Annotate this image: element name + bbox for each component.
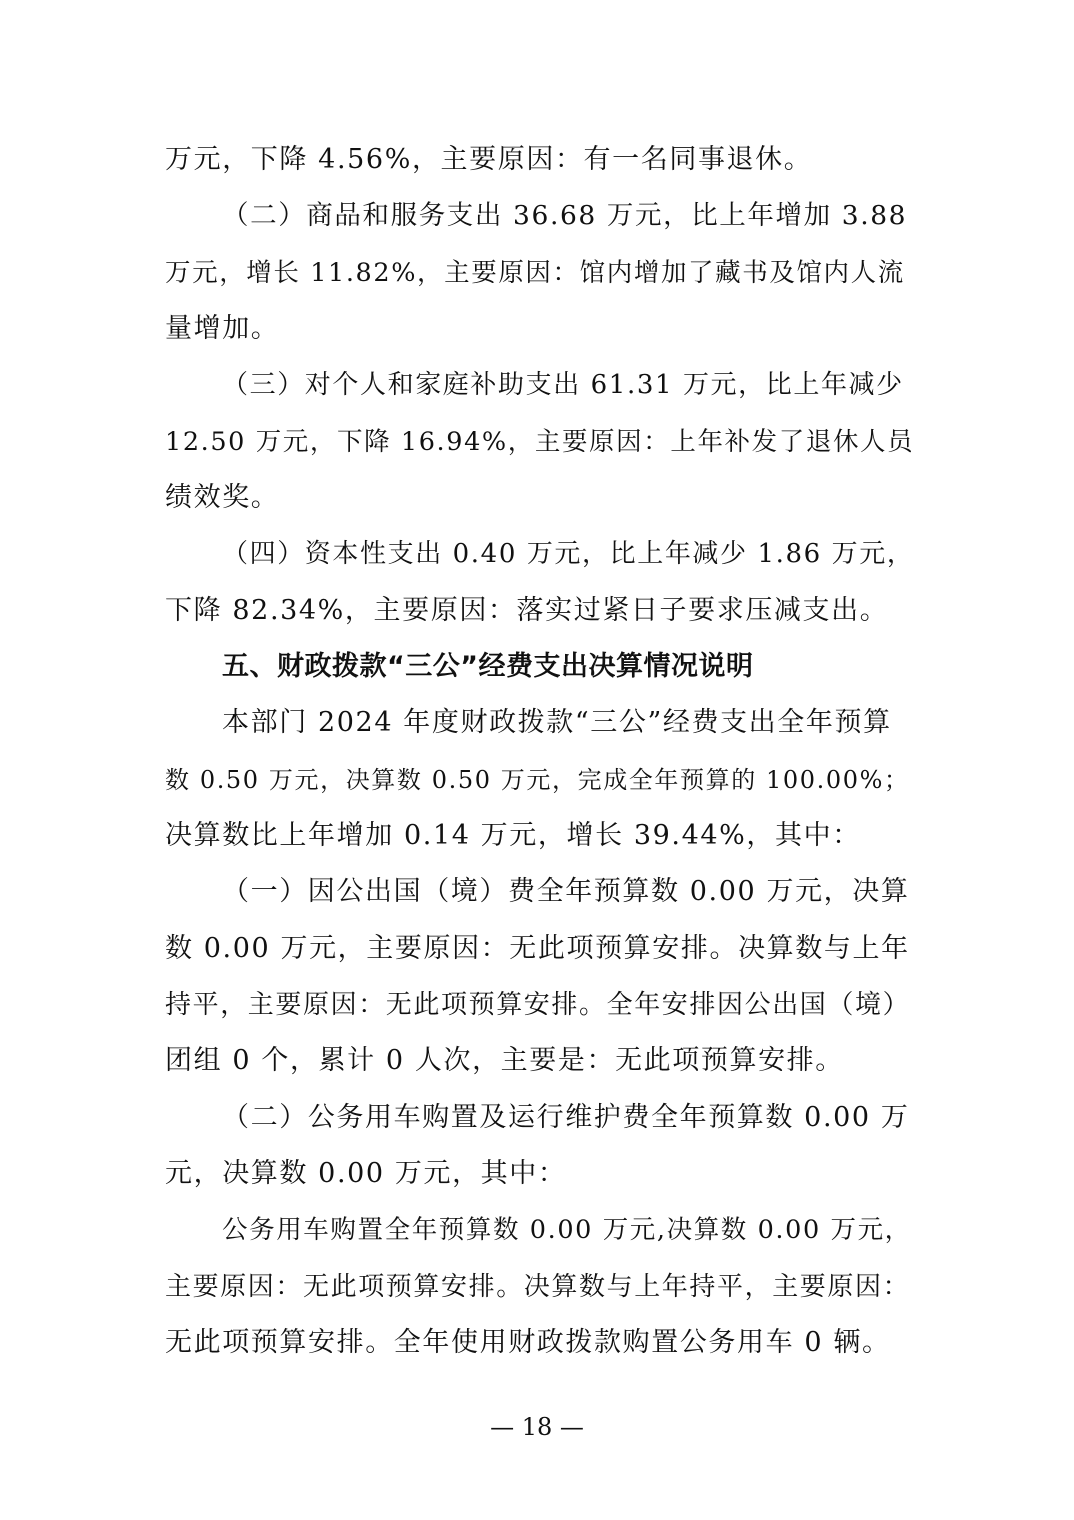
text-line: 本部门 2024 年度财政拨款“三公”经费支出全年预算 (222, 707, 892, 738)
text-line: 公务用车购置全年预算数 0.00 万元,决算数 0.00 万元， (222, 1215, 912, 1245)
text-line: 绩效奖。 (165, 482, 280, 513)
text-line: 决算数比上年增加 0.14 万元，增长 39.44%，其中： (165, 820, 861, 851)
text-line: 无此项预算安排。全年使用财政拨款购置公务用车 0 辆。 (165, 1327, 891, 1358)
text-line: 量增加。 (165, 313, 280, 344)
text-line: 万元，下降 4.56%，主要原因：有一名同事退休。 (165, 144, 813, 175)
text-line: 元，决算数 0.00 万元，其中： (165, 1158, 567, 1189)
text-line: 团组 0 个，累计 0 人次，主要是：无此项预算安排。 (165, 1045, 844, 1076)
text-line: （一）因公出国（境）费全年预算数 0.00 万元，决算 (222, 876, 910, 907)
text-line: （二）商品和服务支出 36.68 万元，比上年增加 3.88 (222, 200, 908, 231)
text-line: 数 0.00 万元，主要原因：无此项预算安排。决算数与上年 (165, 933, 910, 964)
text-line: （二）公务用车购置及运行维护费全年预算数 0.00 万 (222, 1102, 910, 1133)
page-number: — 18 — (490, 1413, 584, 1441)
text-line: 万元，增长 11.82%，主要原因：馆内增加了藏书及馆内人流 (165, 258, 905, 288)
text-line: 数 0.50 万元，决算数 0.50 万元，完成全年预算的 100.00%； (165, 766, 910, 794)
text-line: 下降 82.34%，主要原因：落实过紧日子要求压减支出。 (165, 595, 889, 626)
text-line: 12.50 万元，下降 16.94%，主要原因：上年补发了退休人员 (165, 427, 915, 457)
text-line: （四）资本性支出 0.40 万元，比上年减少 1.86 万元， (222, 539, 915, 569)
text-line: 主要原因：无此项预算安排。决算数与上年持平，主要原因： (165, 1272, 911, 1302)
section-heading: 五、财政拨款“三公”经费支出决算情况说明 (222, 651, 754, 682)
text-line: 持平，主要原因：无此项预算安排。全年安排因公出国（境） (165, 990, 911, 1020)
text-line: （三）对个人和家庭补助支出 61.31 万元，比上年减少 (222, 370, 904, 400)
